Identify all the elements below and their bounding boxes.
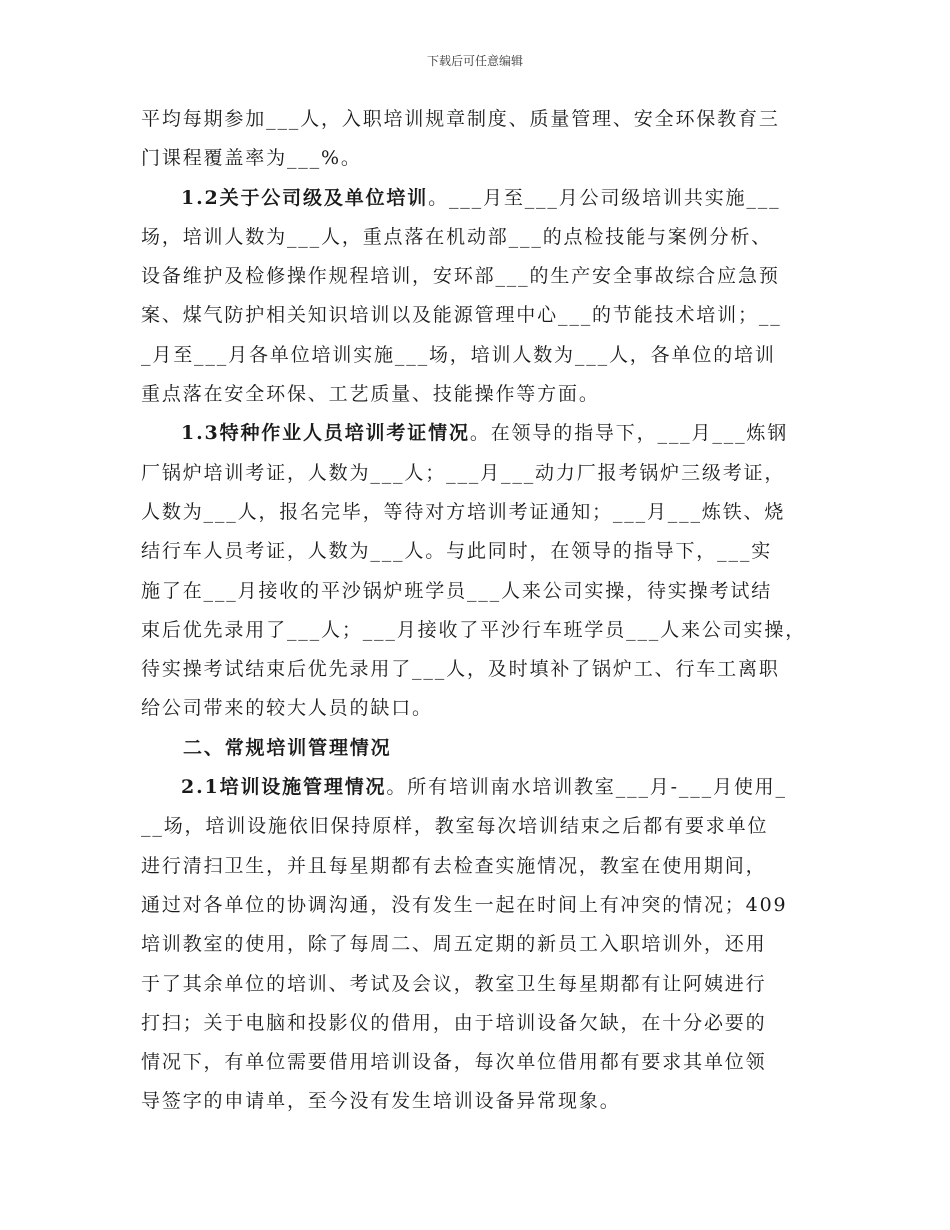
paragraph-line: 于了其余单位的培训、考试及会议，教室卫生每星期都有让阿姨进行 xyxy=(141,972,767,995)
section-2-1-title: 2.1培训设施管理情况 xyxy=(181,776,387,799)
paragraph-line: 施了在___月接收的平沙锅炉班学员___人来公司实操，待实操考试结 xyxy=(141,579,773,602)
section-1-2-line: 1.2关于公司级及单位培训。___月至___月公司级培训共实施___ xyxy=(181,186,781,209)
paragraph-line: 导签字的申请单，至今没有发生培训设备异常现象。 xyxy=(141,1090,621,1113)
paragraph-line: 培训教室的使用，除了每周二、周五定期的新员工入职培训外，还用 xyxy=(141,933,767,956)
paragraph-line: 厂锅炉培训考证，人数为___人；___月___动力厂报考锅炉三级考证， xyxy=(141,461,786,484)
paragraph-line: 束后优先录用了___人；___月接收了平沙行车班学员___人来公司实操， xyxy=(141,618,807,641)
paragraph-line: 门课程覆盖率为___%。 xyxy=(141,147,362,170)
page-header: 下载后可任意编辑 xyxy=(426,54,523,68)
paragraph-line: 打扫；关于电脑和投影仪的借用，由于培训设备欠缺，在十分必要的 xyxy=(141,1011,767,1034)
paragraph-line: 情况下，有单位需要借用培训设备，每次单位借用都有要求其单位领 xyxy=(141,1051,767,1074)
paragraph-line: 场，培训人数为___人，重点落在机动部___的点检技能与案例分析、 xyxy=(141,225,773,248)
document-body xyxy=(141,100,821,1122)
paragraph-line: 进行清扫卫生，并且每星期都有去检查实施情况，教室在使用期间， xyxy=(141,854,767,877)
paragraph-line: 案、煤气防护相关知识培训以及能源管理中心___的节能技术培训；__ xyxy=(141,304,782,327)
paragraph-line: __场，培训设施依旧保持原样，教室每次培训结束之后都有要求单位 xyxy=(141,815,769,838)
section-1-2-title: 1.2关于公司级及单位培训 xyxy=(181,186,429,209)
paragraph-line: 待实操考试结束后优先录用了___人，及时填补了锅炉工、行车工离职 xyxy=(141,658,780,681)
paragraph-line: 人数为___人，报名完毕，等待对方培训考证通知；___月___炼铁、烧 xyxy=(141,500,786,523)
section-1-3-title: 1.3特种作业人员培训考证情况 xyxy=(181,422,470,445)
paragraph-line: 给公司带来的较大人员的缺口。 xyxy=(141,697,433,720)
paragraph-line: 通过对各单位的协调沟通，没有发生一起在时间上有冲突的情况；409 xyxy=(141,893,788,916)
section-1-3-line: 1.3特种作业人员培训考证情况。在领导的指导下，___月___炼钢 xyxy=(181,422,789,445)
section-2-heading: 二、常规培训管理情况 xyxy=(183,736,392,759)
paragraph-line: 结行车人员考证，人数为___人。与此同时，在领导的指导下，___实 xyxy=(141,540,773,563)
paragraph-line: 重点落在安全环保、工艺质量、技能操作等方面。 xyxy=(141,383,600,406)
section-2-1-line: 2.1培训设施管理情况。所有培训南水培训教室___月-___月使用_ xyxy=(181,776,787,799)
paragraph-line: _月至___月各单位培训实施___场，培训人数为___人，各单位的培训 xyxy=(141,343,776,366)
paragraph-line: 平均每期参加___人，入职培训规章制度、质量管理、安全环保教育三 xyxy=(141,108,780,130)
paragraph-line: 设备维护及检修操作规程培训，安环部___的生产安全事故综合应急预 xyxy=(141,265,780,288)
